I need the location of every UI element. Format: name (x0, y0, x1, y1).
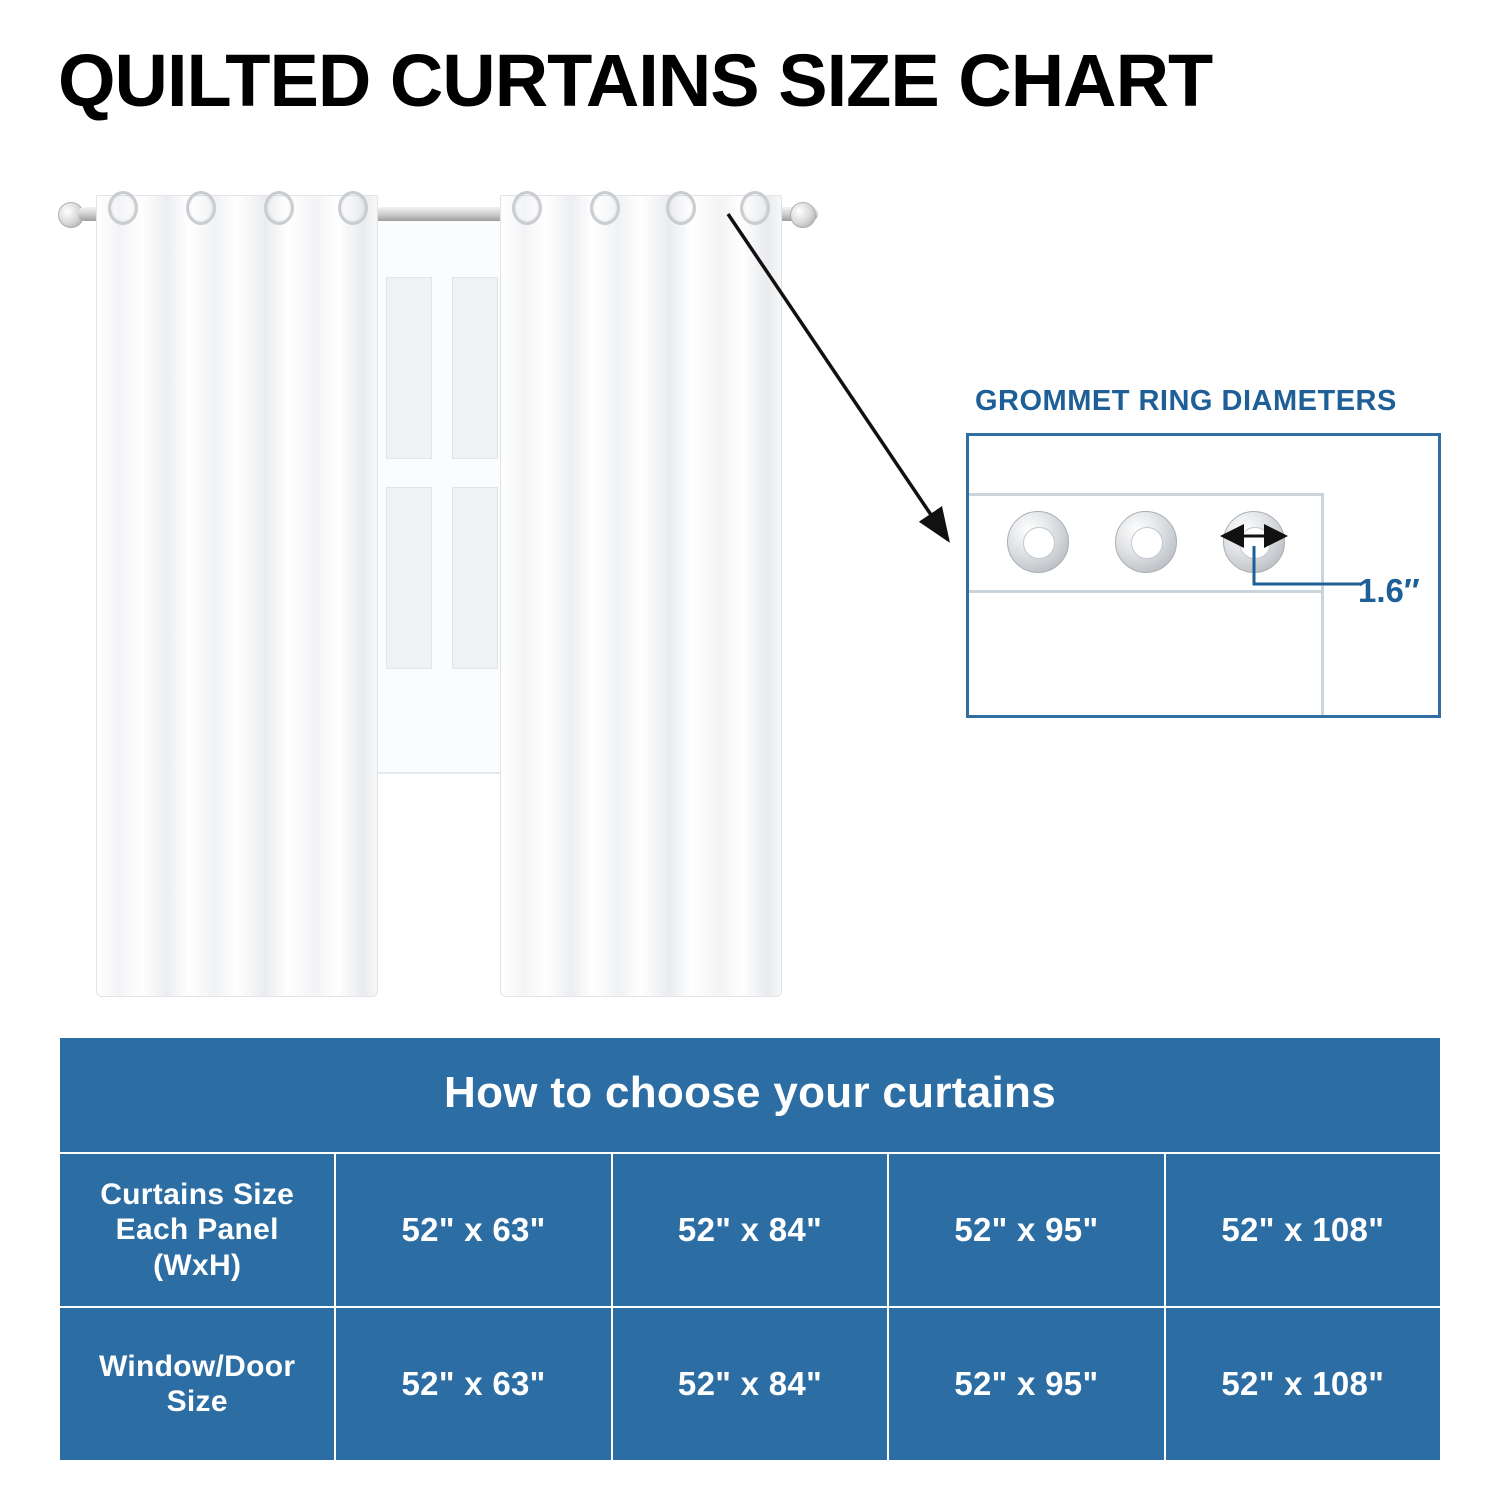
window-pane (452, 277, 498, 459)
table-cell: 52" x 108" (1165, 1307, 1441, 1461)
row-label-window-size (59, 1307, 335, 1461)
row-label-line: Curtains Size (100, 1177, 295, 1211)
row-label-line: Size (166, 1385, 228, 1418)
grommet-detail-heading: GROMMET RING DIAMETERS (975, 385, 1397, 417)
table-cell: 52" x 95" (888, 1153, 1164, 1307)
table-row (59, 1307, 1441, 1461)
grommet-diameter-label: 1.6″ (1358, 572, 1420, 609)
grommet-icon (666, 191, 696, 225)
curtain-panel-right (500, 195, 782, 997)
grommet-icon (740, 191, 770, 225)
curtain-illustration (0, 150, 900, 1020)
table-cell: 52" x 84" (612, 1307, 888, 1461)
row-label-curtain-size (59, 1153, 335, 1307)
grommet-icon (338, 191, 368, 225)
size-table (58, 1036, 1442, 1462)
grommet-icon (264, 191, 294, 225)
grommet-icon (590, 191, 620, 225)
window-pane (386, 277, 432, 459)
table-row (59, 1153, 1441, 1307)
curtain-panel-left (96, 195, 378, 997)
window-pane (452, 487, 498, 669)
rod-finial-right-icon (790, 202, 816, 228)
table-cell: 52" x 84" (612, 1153, 888, 1307)
row-label-line: (WxH) (153, 1248, 242, 1282)
table-cell: 52" x 95" (888, 1307, 1164, 1461)
grommet-icon (512, 191, 542, 225)
table-cell: 52" x 63" (335, 1153, 611, 1307)
grommet-icon (186, 191, 216, 225)
row-label-line: Window/Door (99, 1349, 296, 1383)
table-cell: 52" x 63" (335, 1307, 611, 1461)
window-pane (386, 487, 432, 669)
table-heading-row (59, 1037, 1441, 1153)
page-title: QUILTED CURTAINS SIZE CHART (58, 39, 1213, 122)
table-heading: How to choose your curtains (59, 1037, 1441, 1153)
table-cell: 52" x 108" (1165, 1153, 1441, 1307)
window-behind-curtains (370, 215, 514, 774)
row-label-line: Each Panel (115, 1213, 279, 1247)
grommet-icon (108, 191, 138, 225)
